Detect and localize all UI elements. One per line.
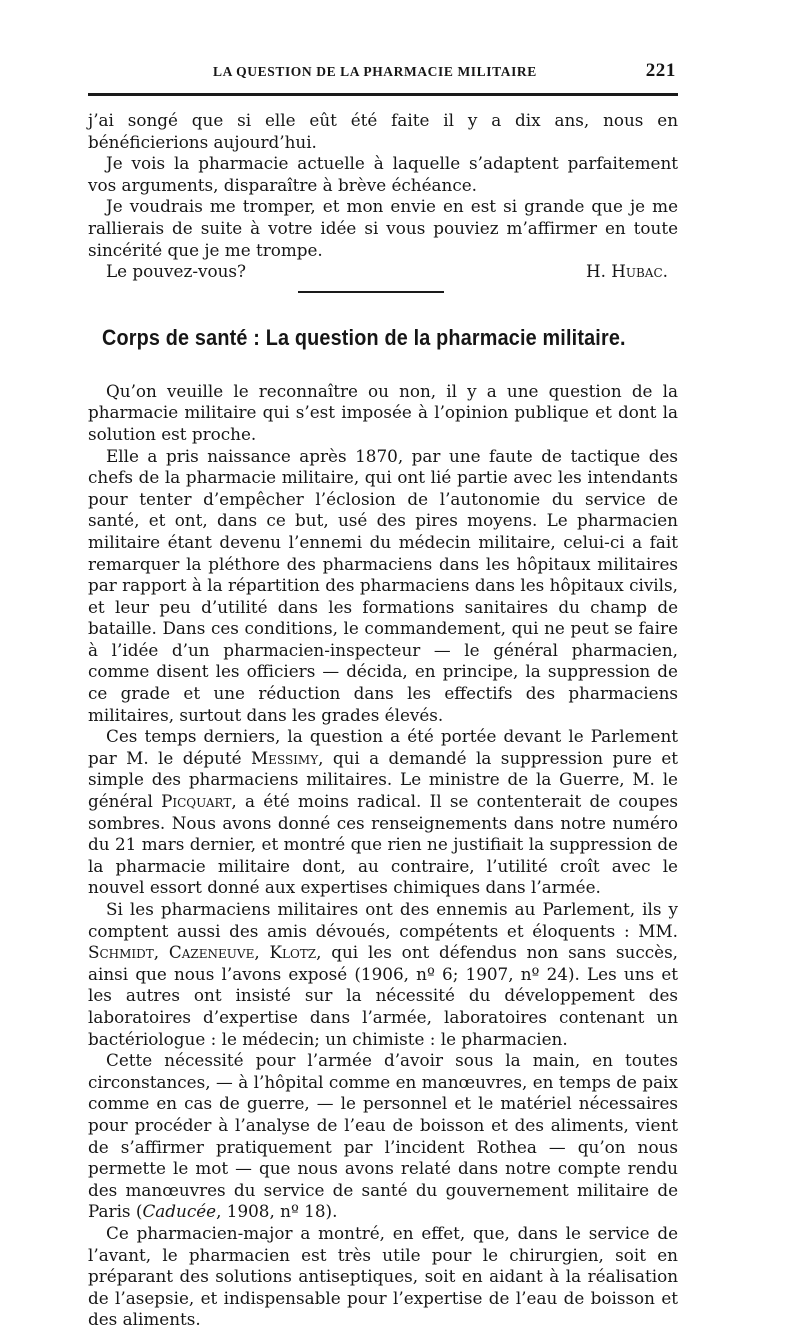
letter-paragraph: j’ai songé que si elle eût été faite il y a dix ans, nous en bénéficierions aujourd’hui. bbox=[88, 110, 678, 152]
text-run: Si les pharmaciens militaires ont des ennemis au Parlement, ils y comptent aussi des amis dévoués, compétents et éloquents : MM. bbox=[88, 899, 678, 941]
book-page bbox=[88, 58, 678, 1331]
page-number: 221 bbox=[645, 60, 676, 81]
text-run: , bbox=[254, 942, 270, 963]
person-name: Cazeneuve bbox=[168, 942, 255, 963]
text-run: , a été moins radical. Il se contenterait de coupes sombres. Nous avons donné ces renseignements dans notre numéro du 21 mars dernier, et montré que rien ne justifiait la suppression de la pharmacie militaire dont, au contraire, l’utilité croît avec le nouvel essort donné aux expertises chimiques dans l’armée. bbox=[88, 791, 678, 898]
person-name: Schmidt bbox=[88, 942, 154, 963]
article-title: Corps de santé : La question de la pharmacie militaire. bbox=[102, 324, 626, 350]
text-run: Ces temps derniers, la question a été portée devant le Parlement par M. le député bbox=[88, 726, 678, 768]
letter-signature: H. Hubac. bbox=[585, 261, 668, 282]
letter-paragraph: Je vois la pharmacie actuelle à laquelle s’adaptent parfaitement vos arguments, disparaître à brève échéance. bbox=[88, 153, 678, 195]
text-run: , 1908, nº 18). bbox=[216, 1201, 338, 1222]
article-paragraph bbox=[88, 1050, 678, 1223]
article-paragraph: Elle a pris naissance après 1870, par une faute de tactique des chefs de la pharmacie militaire, qui ont lié partie avec les intendants pour tenter d’empêcher l’éclosion de l’autonomie du service de santé, et ont, dans ce but, usé des pires moyens. Le pharmacien militaire étant devenu l’ennemi du médecin militaire, celui-ci a fait remarquer la pléthore des pharmaciens dans les hôpitaux militaires par rapport à la répartition des pharmaciens dans les hôpitaux civils, et leur peu d’utilité dans les formations sanitaires du champ de bataille. Dans ces conditions, le commandement, qui ne peut se faire à l’idée d’un pharmacien-inspecteur — le général pharmacien, comme disent les officiers — décida, en principe, la suppression de ce grade et une réduction dans les effectifs des pharmaciens militaires, surtout dans les grades élevés. bbox=[88, 445, 678, 725]
closing-question: Le pouvez-vous? bbox=[106, 261, 246, 282]
text-run: , bbox=[153, 942, 169, 963]
article-paragraph bbox=[88, 899, 678, 1050]
text-run: , qui a demandé la suppression pure et simple des pharmaciens militaires. Le ministre de la Guerre, M. le général bbox=[88, 747, 679, 812]
text-run: , qui les ont défendus non sans succès, ainsi que nous l’avons exposé (1906, nº 6; 1907, nº 24). Les uns et les autres ont insisté sur la nécessité du développement des laboratoires d’expertise dans l’armée, laboratoires contenant un bactériologue : le médecin; un chimiste : le pharmacien. bbox=[88, 942, 679, 1049]
header-rule bbox=[88, 93, 678, 96]
person-name: Klotz bbox=[269, 942, 317, 963]
article-paragraph: Qu’on veuille le reconnaître ou non, il y a une question de la pharmacie militaire qui s’est imposée à l’opinion publique et dont la solution est proche. bbox=[88, 380, 678, 444]
letter-continuation bbox=[88, 110, 678, 293]
section-divider bbox=[298, 291, 444, 293]
article-paragraph bbox=[88, 726, 678, 899]
article-paragraph: Ce pharmacien-major a montré, en effet, que, dans le service de l’avant, le pharmacien est très utile pour le chirurgien, soit en préparant des solutions antiseptiques, soit en aidant à la réalisation de l’asepsie, et indispensable pour l’expertise de l’eau de boisson et des aliments. bbox=[88, 1222, 678, 1330]
letter-paragraph: Je voudrais me tromper, et mon envie en est si grande que je me rallierais de suite à votre idée si vous pouviez m’affirmer en toute sincérité que je me trompe. bbox=[88, 196, 678, 260]
article-body bbox=[88, 381, 678, 1331]
running-title: LA QUESTION DE LA PHARMACIE MILITAIRE bbox=[213, 64, 537, 79]
journal-title: Caducée bbox=[142, 1201, 217, 1222]
person-name: Messimy bbox=[251, 747, 319, 768]
person-name: Picquart bbox=[161, 791, 232, 812]
running-header bbox=[88, 58, 678, 84]
text-run: Cette nécessité pour l’armée d’avoir sous la main, en toutes circonstances, — à l’hôpital comme en manœuvres, en temps de paix comme en cas de guerre, — le personnel et le matériel nécessaires pour procéder à l’analyse de l’eau de boisson et des aliments, vient de s’affirmer pratiquement par l’incident Rothea — qu’on nous permette le mot — que nous avons relaté dans notre compte rendu des manœuvres du service de santé du gouvernement militaire de Paris ( bbox=[88, 1050, 678, 1222]
letter-closing bbox=[88, 261, 678, 283]
